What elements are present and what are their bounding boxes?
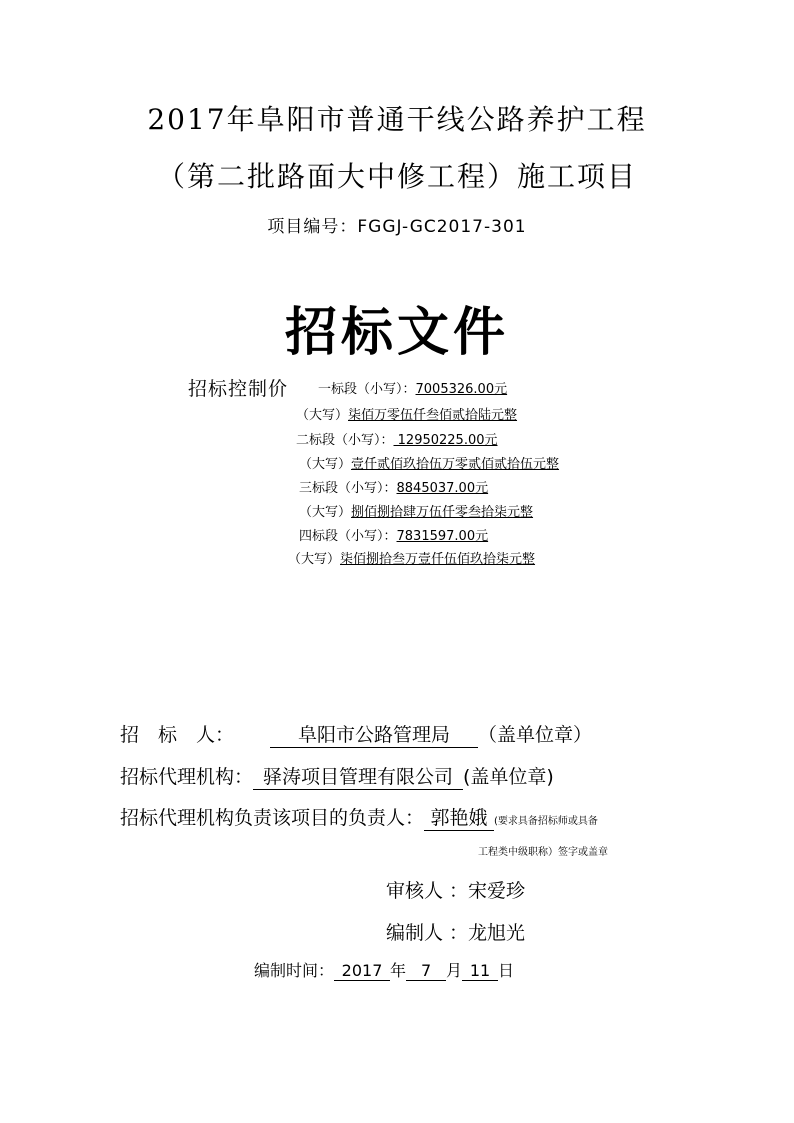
agency-person-note-2: 工程类中级职称）签字或盖章 <box>478 847 608 858</box>
date-label: 编制时间： <box>254 961 335 980</box>
price-label: 一标段（小写）： <box>318 382 416 397</box>
reviewer-value: 宋爱珍 <box>468 880 526 902</box>
date-day: 11 <box>462 961 498 981</box>
date-month-unit: 月 <box>446 961 463 980</box>
price-value: 12950225.00元 <box>393 433 498 448</box>
tenderer-row <box>120 720 592 748</box>
price-value: 8845037.00元 <box>396 481 489 496</box>
compiler-label: 编制人 ： <box>386 922 469 944</box>
agency-row <box>120 762 554 790</box>
control-price-label: 招标控制价 <box>188 378 289 400</box>
agency-person-note: (要求具备招标师或具备 <box>494 816 598 827</box>
tenderer-suffix: （盖单位章） <box>478 724 593 746</box>
price-value: 7831597.00元 <box>396 529 489 544</box>
price-line-7 <box>299 525 488 544</box>
price-line-1 <box>318 378 507 397</box>
compiler-value: 龙旭光 <box>468 922 526 944</box>
date-row <box>254 958 514 981</box>
title-line-1: 2017年阜阳市普通干线公路养护工程 <box>147 103 647 136</box>
document-title: 招标文件 <box>284 303 509 363</box>
date-month: 7 <box>406 961 446 981</box>
price-value: 7005326.00元 <box>415 382 508 397</box>
price-value: 柒佰捌拾叁万壹仟伍佰玖拾柒元整 <box>340 552 536 567</box>
agency-suffix: (盖单位章) <box>463 766 554 788</box>
tenderer-label: 招 标 人： <box>120 724 235 746</box>
price-line-2 <box>296 404 517 423</box>
date-year-unit: 年 <box>390 961 407 980</box>
reviewer-row <box>386 876 525 903</box>
agency-label: 招标代理机构： <box>120 766 254 788</box>
price-label: 三标段（小写）： <box>299 481 397 496</box>
compiler-row <box>386 918 525 945</box>
price-value: 壹仟贰佰玖拾伍万零贰佰贰拾伍元整 <box>351 457 560 472</box>
agency-person-row <box>120 803 598 831</box>
project-number: 项目编号：FGGJ-GC2017-301 <box>267 217 527 237</box>
agency-person-label: 招标代理机构负责该项目的负责人： <box>120 807 425 829</box>
price-value: 捌佰捌拾肆万伍仟零叁拾柒元整 <box>351 505 534 520</box>
price-line-3 <box>296 429 498 448</box>
date-day-unit: 日 <box>498 961 515 980</box>
title-line-2: （第二批路面大中修工程）施工项目 <box>156 160 637 193</box>
date-year: 2017 <box>334 961 390 981</box>
agency-value: 驿涛项目管理有限公司 <box>253 762 463 790</box>
reviewer-label: 审核人 ： <box>386 880 469 902</box>
price-label: （大写） <box>299 457 352 472</box>
agency-person-value: 郭艳娥 <box>424 803 494 831</box>
price-line-8 <box>288 548 535 567</box>
price-line-5 <box>299 477 488 496</box>
price-label: （大写） <box>288 552 341 567</box>
price-line-4 <box>299 453 559 472</box>
tenderer-value: 阜阳市公路管理局 <box>270 720 478 748</box>
price-label: （大写） <box>299 505 352 520</box>
price-label: 二标段（小写）： <box>296 433 394 448</box>
price-line-6 <box>299 501 533 520</box>
price-label: 四标段（小写）： <box>299 529 397 544</box>
price-label: （大写） <box>296 408 349 423</box>
price-value: 柒佰万零伍仟叁佰贰拾陆元整 <box>348 408 518 423</box>
